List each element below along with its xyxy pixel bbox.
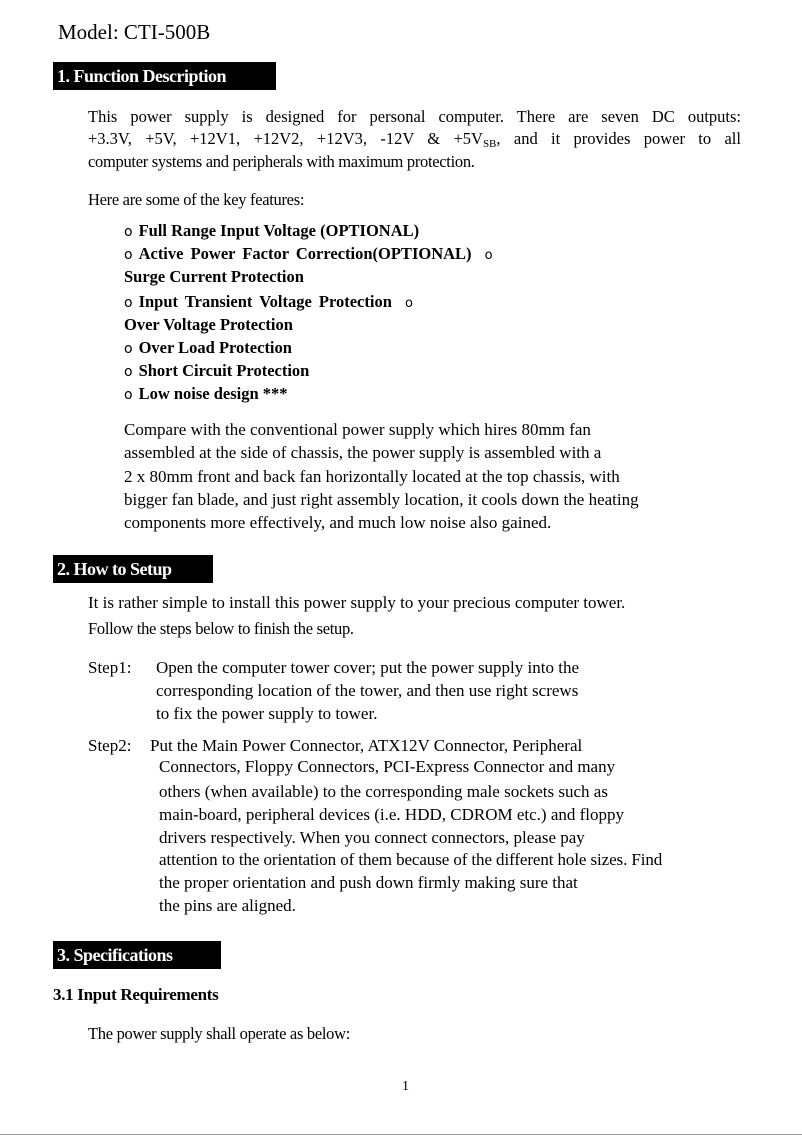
feature-item: o Active Power Factor Correction(OPTIONAL) o <box>124 244 493 263</box>
step2-line: the pins are aligned. <box>159 896 296 915</box>
feature-item: Surge Current Protection <box>124 267 304 286</box>
step2-line: attention to the orientation of them because of the different hole sizes. Find <box>159 850 663 869</box>
step1-label: Step1: <box>88 658 132 677</box>
section-heading-specifications: 3. Specifications <box>53 941 221 969</box>
feature-item: Over Voltage Protection <box>124 315 293 334</box>
bullet-icon: o <box>484 248 493 263</box>
step2-line: main-board, peripheral devices (i.e. HDD, CDROM etc.) and floppy <box>159 805 625 824</box>
compare-line: components more effectively, and much low noise also gained. <box>124 513 552 532</box>
step2-line: the proper orientation and push down firmly making sure that <box>159 873 578 892</box>
bullet-icon: o <box>405 296 413 311</box>
step1-line: Open the computer tower cover; put the power supply into the <box>156 658 579 677</box>
feature-item: o Input Transient Voltage Protection o <box>124 292 413 311</box>
function-line-1: This power supply is designed for personal computer. There are seven DC outputs: <box>88 107 741 126</box>
page-bottom-divider <box>0 1134 802 1135</box>
subscript-sb: SB <box>482 138 497 150</box>
function-line-2: +3.3V, +5V, +12V1, +12V2, +12V3, -12V & $+5V_{SB}$, and it provides power to all <box>88 129 741 150</box>
subsection-heading-input-requirements: 3.1 Input Requirements <box>53 985 219 1004</box>
section-heading-how-to-setup: 2. How to Setup <box>53 555 213 583</box>
bullet-icon: o <box>124 387 133 403</box>
step2-line: others (when available) to the corresponding male sockets such as <box>159 782 608 801</box>
feature-item: o Over Load Protection <box>124 338 292 357</box>
bullet-icon: o <box>124 295 133 311</box>
compare-line: assembled at the side of chassis, the power supply is assembled with a <box>124 443 602 462</box>
bullet-icon: o <box>124 224 133 240</box>
compare-line: 2 x 80mm front and back fan horizontally located at the top chassis, with <box>124 467 620 486</box>
model-title: Model: CTI-500B <box>58 20 211 44</box>
step2-line: drivers respectively. When you connect connectors, please pay <box>159 828 585 847</box>
step2-line: Put the Main Power Connector, ATX12V Connector, Peripheral <box>150 736 583 755</box>
section-heading-function-description: 1. Function Description <box>53 62 276 90</box>
feature-item: o Full Range Input Voltage (OPTIONAL) <box>124 221 420 240</box>
feature-item: o Short Circuit Protection <box>124 361 310 380</box>
bullet-icon: o <box>124 247 133 263</box>
function-line-3: computer systems and peripherals with maximum protection. <box>88 152 475 171</box>
step1-line: corresponding location of the tower, and then use right screws <box>156 681 579 700</box>
step2-line: Connectors, Floppy Connectors, PCI-Express Connector and many <box>159 757 616 776</box>
specs-text: The power supply shall operate as below: <box>88 1024 351 1043</box>
step1-line: to fix the power supply to tower. <box>156 704 378 723</box>
setup-intro-2: Follow the steps below to finish the setup. <box>88 619 354 638</box>
compare-line: Compare with the conventional power supply which hires 80mm fan <box>124 420 591 439</box>
page-number: 1 <box>402 1079 409 1094</box>
bullet-icon: o <box>124 341 133 357</box>
compare-line: bigger fan blade, and just right assembly location, it cools down the heating <box>124 490 639 509</box>
bullet-icon: o <box>124 364 133 380</box>
step2-label: Step2: <box>88 736 132 755</box>
features-intro: Here are some of the key features: <box>88 190 305 209</box>
feature-item: o Low noise design *** <box>124 384 288 403</box>
setup-intro-1: It is rather simple to install this power supply to your precious computer tower. <box>88 593 626 612</box>
